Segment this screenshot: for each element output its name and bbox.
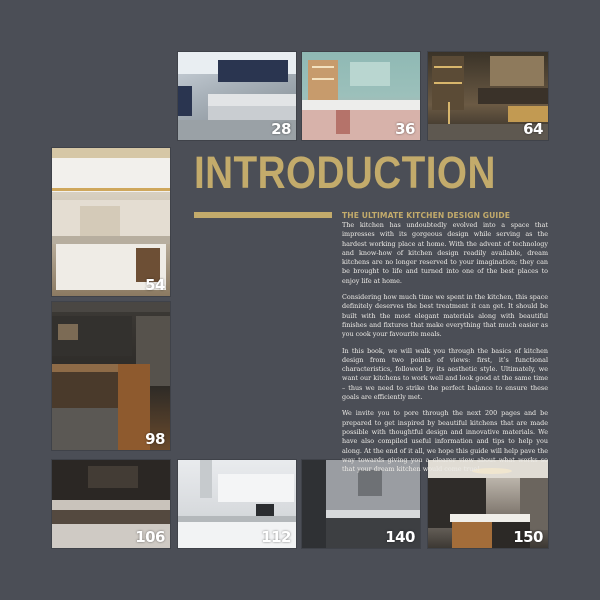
kitchen-photo-page-28 [178, 52, 296, 140]
page-number-badge: 106 [135, 528, 165, 546]
kitchen-photo-page-64 [428, 52, 548, 140]
kitchen-photo-page-98 [52, 302, 170, 450]
paragraph: The kitchen has undoubtedly evolved into a space that impresses with its gorgeous design while serving as the hardest working place at home. With the advent of technology and know-how of kitchen design readily available, dream kitchens are no longer reserved to your imagination; they can be brought to life and turned into one of the best places to enjoy life at home. [342, 221, 548, 285]
paragraph: In this book, we will walk you through the basics of kitchen design from two points of views: first, it’s functional characteristics, followed by its aesthetic style. Ultimately, we want our kitchens to work well and look good at the same time – thus we need to strike the perfect balance to ensure these goals are efficiently met. [342, 346, 548, 402]
page-number-badge: 150 [513, 528, 543, 546]
intro-body-text [342, 221, 548, 481]
kitchen-photo-page-36 [302, 52, 420, 140]
page-number-badge: 28 [271, 120, 291, 138]
kitchen-photo-page-112 [178, 460, 296, 548]
page-number-badge: 98 [145, 430, 165, 448]
page-number-badge: 140 [385, 528, 415, 546]
page-title: INTRODUCTION [194, 147, 496, 198]
title-underline-bar [194, 212, 332, 218]
paragraph: We invite you to pore through the next 200 pages and be prepared to get inspired by beautiful kitchens that are made possible with thoughtful design and innovative materials. We have also compiled useful information and tips to help you along. At the end of it all, we hope this guide will help pave the way towards giving you a clearer view about what works so that your dream kitchen would come true! [342, 409, 548, 474]
page-number-badge: 112 [261, 528, 291, 546]
paragraph: Considering how much time we spent in the kitchen, this space definitely deserves the best treatment it can get. It should be built with the most elegant materials along with beautiful finishes and fixtures that make everything that much easier as you cook your favourite meals. [342, 293, 548, 339]
page-number-badge: 64 [523, 120, 543, 138]
section-subtitle: THE ULTIMATE KITCHEN DESIGN GUIDE [342, 211, 511, 220]
kitchen-photo-page-54 [52, 148, 170, 296]
page-number-badge: 54 [145, 276, 165, 294]
kitchen-photo-page-106 [52, 460, 170, 548]
page-number-badge: 36 [395, 120, 415, 138]
